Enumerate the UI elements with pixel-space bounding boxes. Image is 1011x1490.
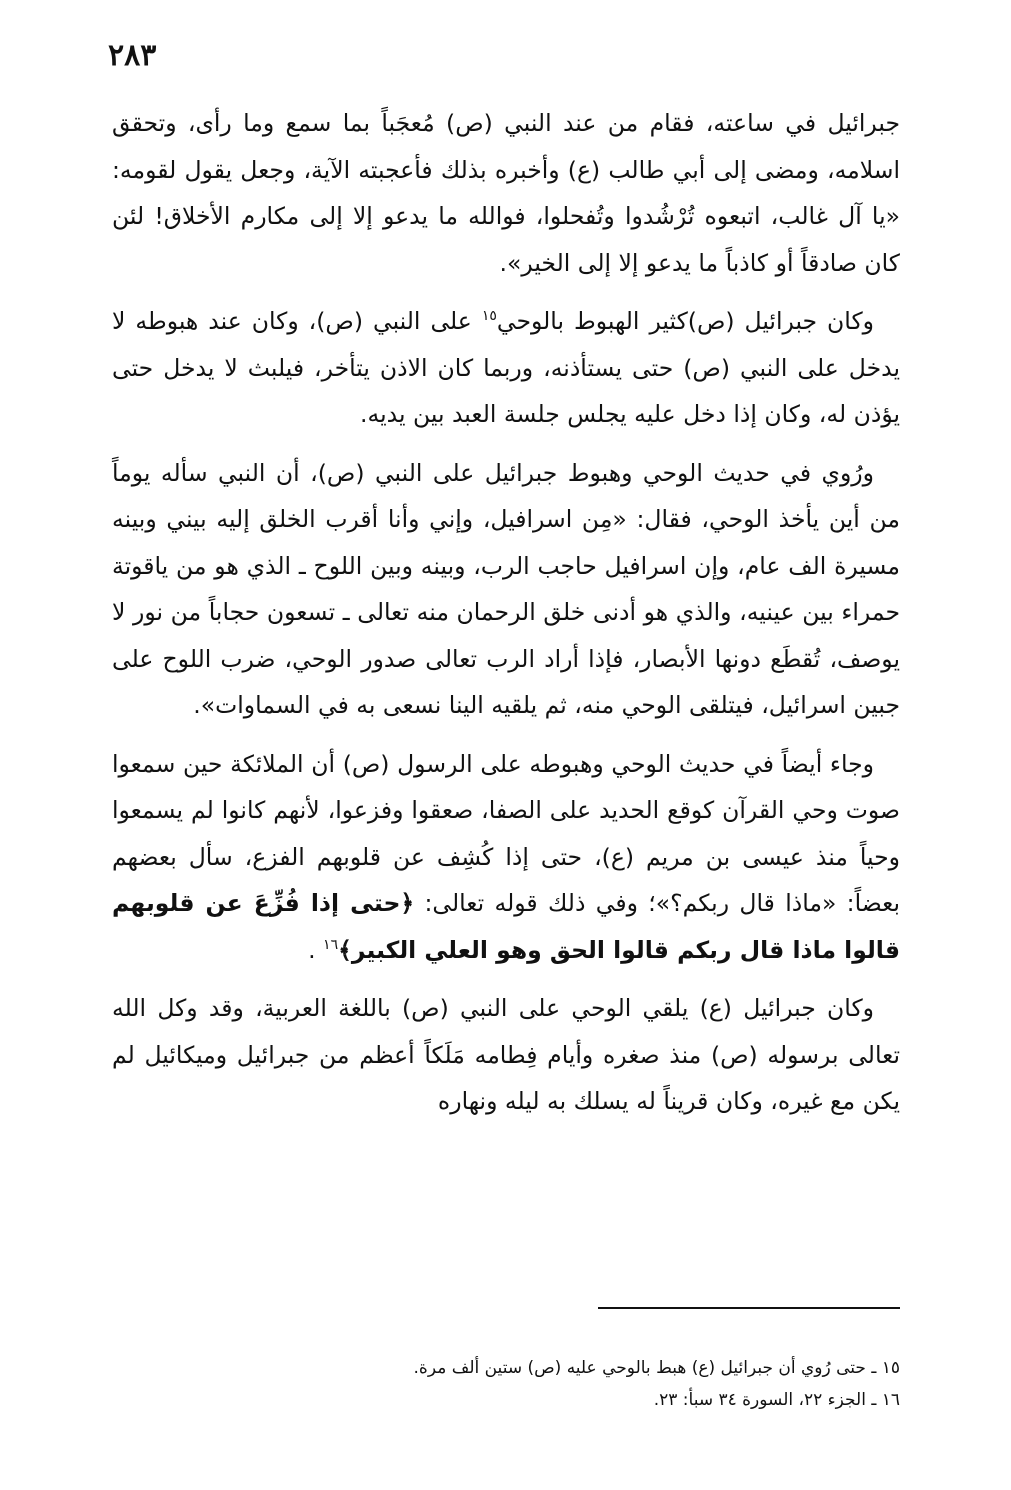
paragraph-5: وكان جبرائيل (ع) يلقي الوحي على النبي (ص) باللغة العربية، وقد وكل الله تعالى برسوله (ص) منذ صغره وأيام فِطامه مَلَكاً أعظم من جبرائيل وميكائيل لم يكن مع غيره، وكان قريناً له يسلك به ليله ونهاره — [112, 994, 900, 1115]
footnote-divider — [598, 1307, 900, 1309]
quran-verse: ﴿حتى إذا فُزِّعَ عن قلوبهم قالوا ماذا قال ربكم قالوا الحق وهو العلي الكبير﴾ — [112, 889, 900, 964]
footnote-ref-16: ١٦ — [323, 936, 339, 953]
paragraph-4-text-start: وجاء أيضاً في حديث الوحي وهبوطه على الرسول (ص) أن الملائكة حين سمعوا صوت وحي القرآن كوقع الحديد على الصفا، صعقوا وفزعوا، لأنهم كانوا لم يسمعوا وحياً منذ عيسى بن مريم (ع)، حتى إذا كُشِف عن قلوبهم الفزع، سأل بعضهم بعضاً: «ماذا قال ربكم؟»؛ وفي ذلك قوله تعالى: — [112, 749, 900, 917]
body-text — [112, 100, 900, 1137]
footnote-16: ١٦ ـ الجزء ٢٢، السورة ٣٤ سبأ: ٢٣. — [653, 1390, 900, 1410]
paragraph-1: جبرائيل في ساعته، فقام من عند النبي (ص) مُعجَباً بما سمع وما رأى، وتحقق اسلامه، ومضى إلى أبي طالب (ع) وأخبره بذلك فأعجبته الآية، وجعل يقول لقومه: «يا آل غالب، اتبعوه تُرْشُدوا وتُفحلوا، فوالله ما يدعو إلا إلى مكارم الأخلاق! لئن كان صادقاً أو كاذباً ما يدعو إلا إلى الخير». — [112, 109, 900, 277]
paragraph-2-text-end: على النبي (ص)، وكان عند هبوطه لا يدخل على النبي (ص) حتى يستأذنه، وربما كان الاذن يتأخر، فيلبث لا يدخل حتى يؤذن له، وكان إذا دخل عليه يجلس جلسة العبد بين يديه. — [112, 307, 900, 428]
paragraph-4-text-end: . — [308, 935, 324, 964]
paragraph-2-text-start: وكان جبرائيل (ص)كثير الهبوط بالوحي — [496, 307, 875, 335]
paragraph-3: ورُوي في حديث الوحي وهبوط جبرائيل على النبي (ص)، أن النبي سأله يوماً من أين يأخذ الوحي، فقال: «مِن اسرافيل، وإني وأنا أقرب الخلق إليه بيني وبينه مسيرة الف عام، وإن اسرافيل حاجب الرب، وبينه وبين اللوح ـ الذي هو من ياقوتة حمراء بين عينيه، والذي هو أدنى خلق الرحمان منه تعالى ـ تسعون حجاباً من نور لا يوصف، تُقطَع دونها الأبصار، فإذا أراد الرب تعالى صدور الوحي، ضرب اللوح على جبين اسرائيل، فيتلقى الوحي منه، ثم يلقيه الينا نسعى به في السماوات». — [112, 458, 900, 719]
page-number: ٢٨٣ — [108, 38, 157, 73]
paragraph-4 — [112, 741, 900, 974]
footnote-ref-15: ١٥ — [481, 308, 497, 325]
footnotes — [112, 1352, 900, 1416]
paragraph-2 — [112, 298, 900, 438]
footnote-15: ١٥ ـ حتى رُوي أن جبرائيل (ع) هبط بالوحي عليه (ص) ستين ألف مرة. — [413, 1358, 900, 1378]
